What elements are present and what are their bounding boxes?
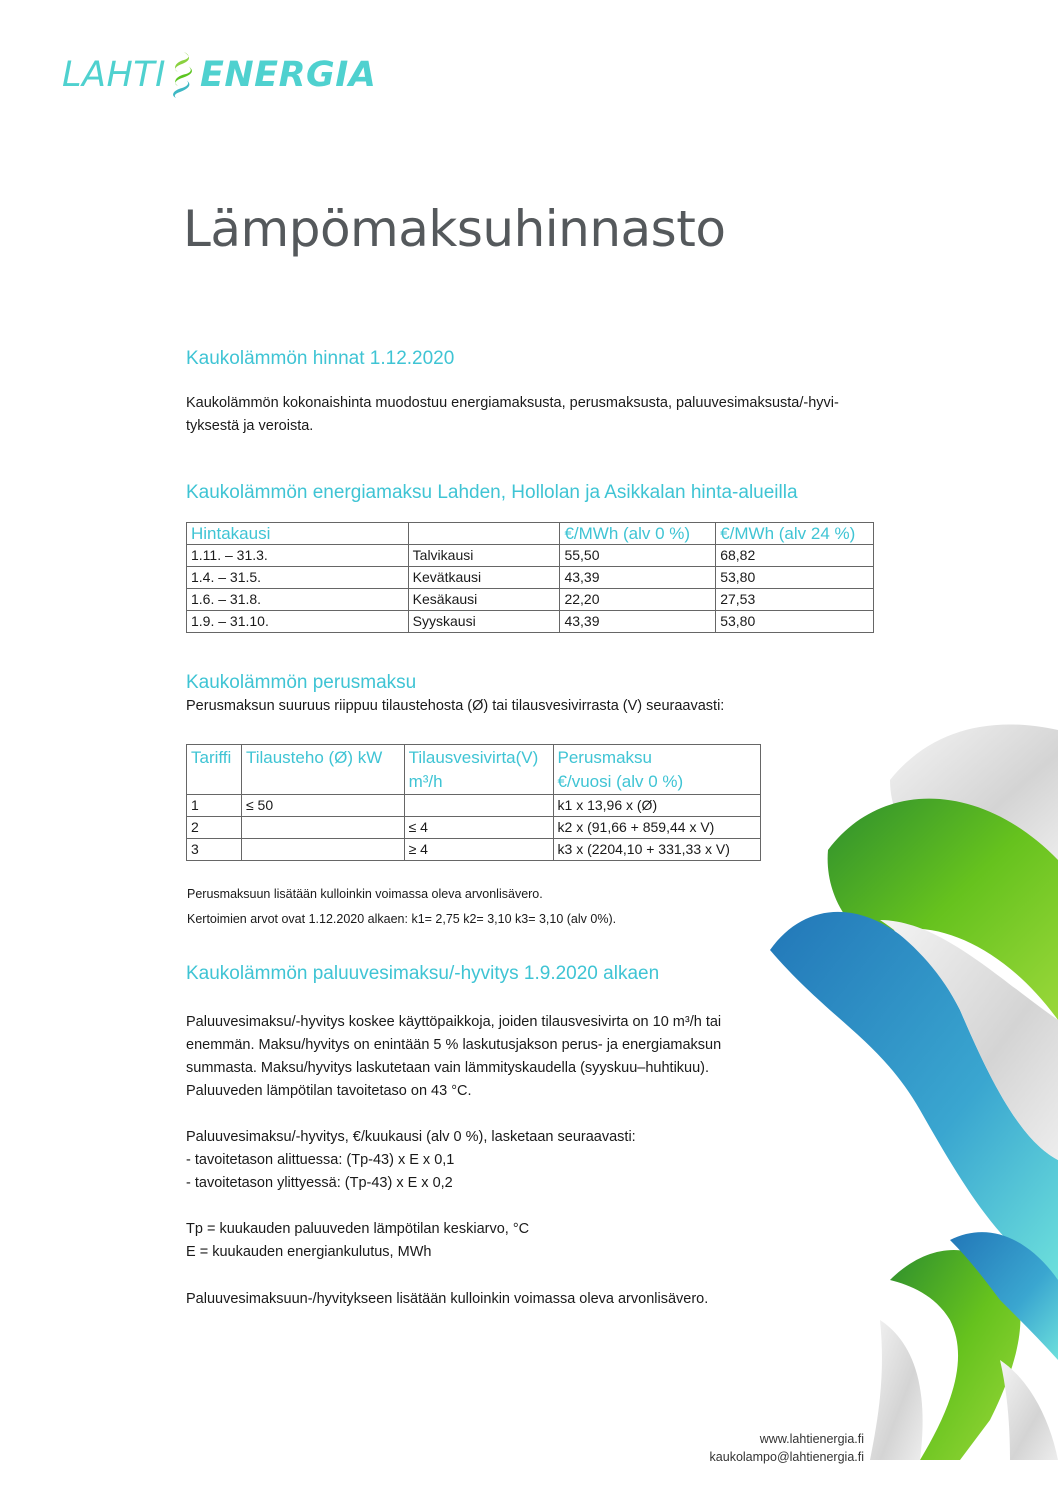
table-cell: [404, 795, 553, 817]
return-water-formula: - tavoitetason ylittyessä: (Tp-43) x E x 0,2: [186, 1175, 453, 1191]
footer-website-link[interactable]: www.lahtienergia.fi: [759, 1432, 864, 1446]
section-heading-energy: Kaukolämmön energiamaksu Lahden, Hollolan ja Asikkalan hinta-alueilla: [186, 482, 798, 503]
return-water-vat-note: Paluuvesimaksuun-/hyvitykseen lisätään kulloinkin voimassa oleva arvonlisävero.: [186, 1291, 709, 1307]
company-logo: [62, 50, 376, 100]
column-header: [404, 745, 553, 795]
table-cell: Kevätkausi: [408, 567, 560, 589]
energy-price-table: [186, 522, 874, 633]
table-cell: 2: [187, 817, 242, 839]
section-heading-basic-fee: Kaukolämmön perusmaksu: [186, 672, 417, 693]
table-cell: 43,39: [560, 567, 716, 589]
footer-email-link[interactable]: kaukolampo@lahtienergia.fi: [709, 1450, 864, 1464]
table-cell: 53,80: [716, 611, 874, 633]
column-header: Tilausteho (Ø) kW: [241, 745, 404, 795]
return-water-definition: E = kuukauden energiankulutus, MWh: [186, 1244, 432, 1260]
table-row: [187, 839, 761, 861]
table-cell: 1.6. – 31.8.: [187, 589, 409, 611]
logo-leaf-icon: [168, 50, 198, 100]
column-header: Hintakausi: [187, 523, 409, 545]
page-title: Lämpömaksuhinnasto: [183, 200, 726, 258]
table-cell: 1.11. – 31.3.: [187, 545, 409, 567]
table-cell: Talvikausi: [408, 545, 560, 567]
basic-fee-table: [186, 744, 761, 861]
column-header: [408, 523, 560, 545]
return-water-definition: Tp = kuukauden paluuveden lämpötilan keskiarvo, °C: [186, 1221, 530, 1237]
column-header: [553, 745, 760, 795]
return-water-text: Paluuvesimaksu/-hyvitys koskee käyttöpaikkoja, joiden tilausvesivirta on 10 m³/h tai: [186, 1014, 722, 1030]
table-cell: ≤ 4: [404, 817, 553, 839]
table-cell: [241, 817, 404, 839]
table-cell: k1 x 13,96 x (Ø): [553, 795, 760, 817]
table-row: [187, 589, 874, 611]
table-row: [187, 817, 761, 839]
column-header-unit: €/vuosi (alv 0 %): [557, 772, 684, 791]
column-header-line: Perusmaksu: [557, 748, 652, 767]
logo-text-energia: ENERGIA: [199, 55, 377, 95]
table-cell: [241, 839, 404, 861]
table-cell: 53,80: [716, 567, 874, 589]
table-cell: Kesäkausi: [408, 589, 560, 611]
basic-fee-note-coefficients: Kertoimien arvot ovat 1.12.2020 alkaen: k1= 2,75 k2= 3,10 k3= 3,10 (alv 0%).: [187, 912, 617, 926]
table-row: [187, 611, 874, 633]
intro-line-1: Kaukolämmön kokonaishinta muodostuu energiamaksusta, perusmaksusta, paluuvesimaksusta/-hyvi-: [186, 395, 839, 411]
intro-line-2: tyksestä ja veroista.: [186, 418, 314, 434]
table-cell: 1.9. – 31.10.: [187, 611, 409, 633]
table-cell: k3 x (2204,10 + 331,33 x V): [553, 839, 760, 861]
table-cell: 22,20: [560, 589, 716, 611]
column-header-line: Tilausvesivirta(V): [408, 748, 539, 767]
logo-text-lahti: LAHTI: [62, 55, 166, 95]
column-header: €/MWh (alv 0 %): [560, 523, 716, 545]
return-water-formula: - tavoitetason alittuessa: (Tp-43) x E x 0,1: [186, 1152, 455, 1168]
table-cell: 43,39: [560, 611, 716, 633]
footer-contact: [710, 1430, 864, 1466]
decorative-ribbon-graphic: [760, 720, 1058, 1460]
table-header-row: [187, 745, 761, 795]
table-header-row: [187, 523, 874, 545]
column-header: Tariffi: [187, 745, 242, 795]
column-header-unit: m³/h: [408, 772, 443, 791]
basic-fee-note-vat: Perusmaksuun lisätään kulloinkin voimassa oleva arvonlisävero.: [187, 887, 543, 901]
table-cell: ≤ 50: [241, 795, 404, 817]
section-heading-prices: Kaukolämmön hinnat 1.12.2020: [186, 348, 455, 369]
table-row: [187, 567, 874, 589]
section-heading-return-water: Kaukolämmön paluuvesimaksu/-hyvitys 1.9.2020 alkaen: [186, 963, 660, 984]
return-water-text: summasta. Maksu/hyvitys laskutetaan vain lämmityskaudella (syyskuu–huhtikuu).: [186, 1060, 710, 1076]
table-cell: k2 x (91,66 + 859,44 x V): [553, 817, 760, 839]
table-cell: 1: [187, 795, 242, 817]
basic-fee-intro: Perusmaksun suuruus riippuu tilaustehosta (Ø) tai tilausvesivirrasta (V) seuraavasti:: [186, 698, 725, 714]
return-water-text: Paluuveden lämpötilan tavoitetaso on 43 °C.: [186, 1083, 472, 1099]
table-cell: 3: [187, 839, 242, 861]
return-water-formula-intro: Paluuvesimaksu/-hyvitys, €/kuukausi (alv 0 %), lasketaan seuraavasti:: [186, 1129, 636, 1145]
return-water-text: enemmän. Maksu/hyvitys on enintään 5 % laskutusjakson perus- ja energiamaksun: [186, 1037, 722, 1053]
table-row: [187, 795, 761, 817]
column-header: €/MWh (alv 24 %): [716, 523, 874, 545]
table-cell: 68,82: [716, 545, 874, 567]
table-cell: 27,53: [716, 589, 874, 611]
table-row: [187, 545, 874, 567]
table-cell: 1.4. – 31.5.: [187, 567, 409, 589]
table-cell: Syyskausi: [408, 611, 560, 633]
table-cell: 55,50: [560, 545, 716, 567]
table-cell: ≥ 4: [404, 839, 553, 861]
